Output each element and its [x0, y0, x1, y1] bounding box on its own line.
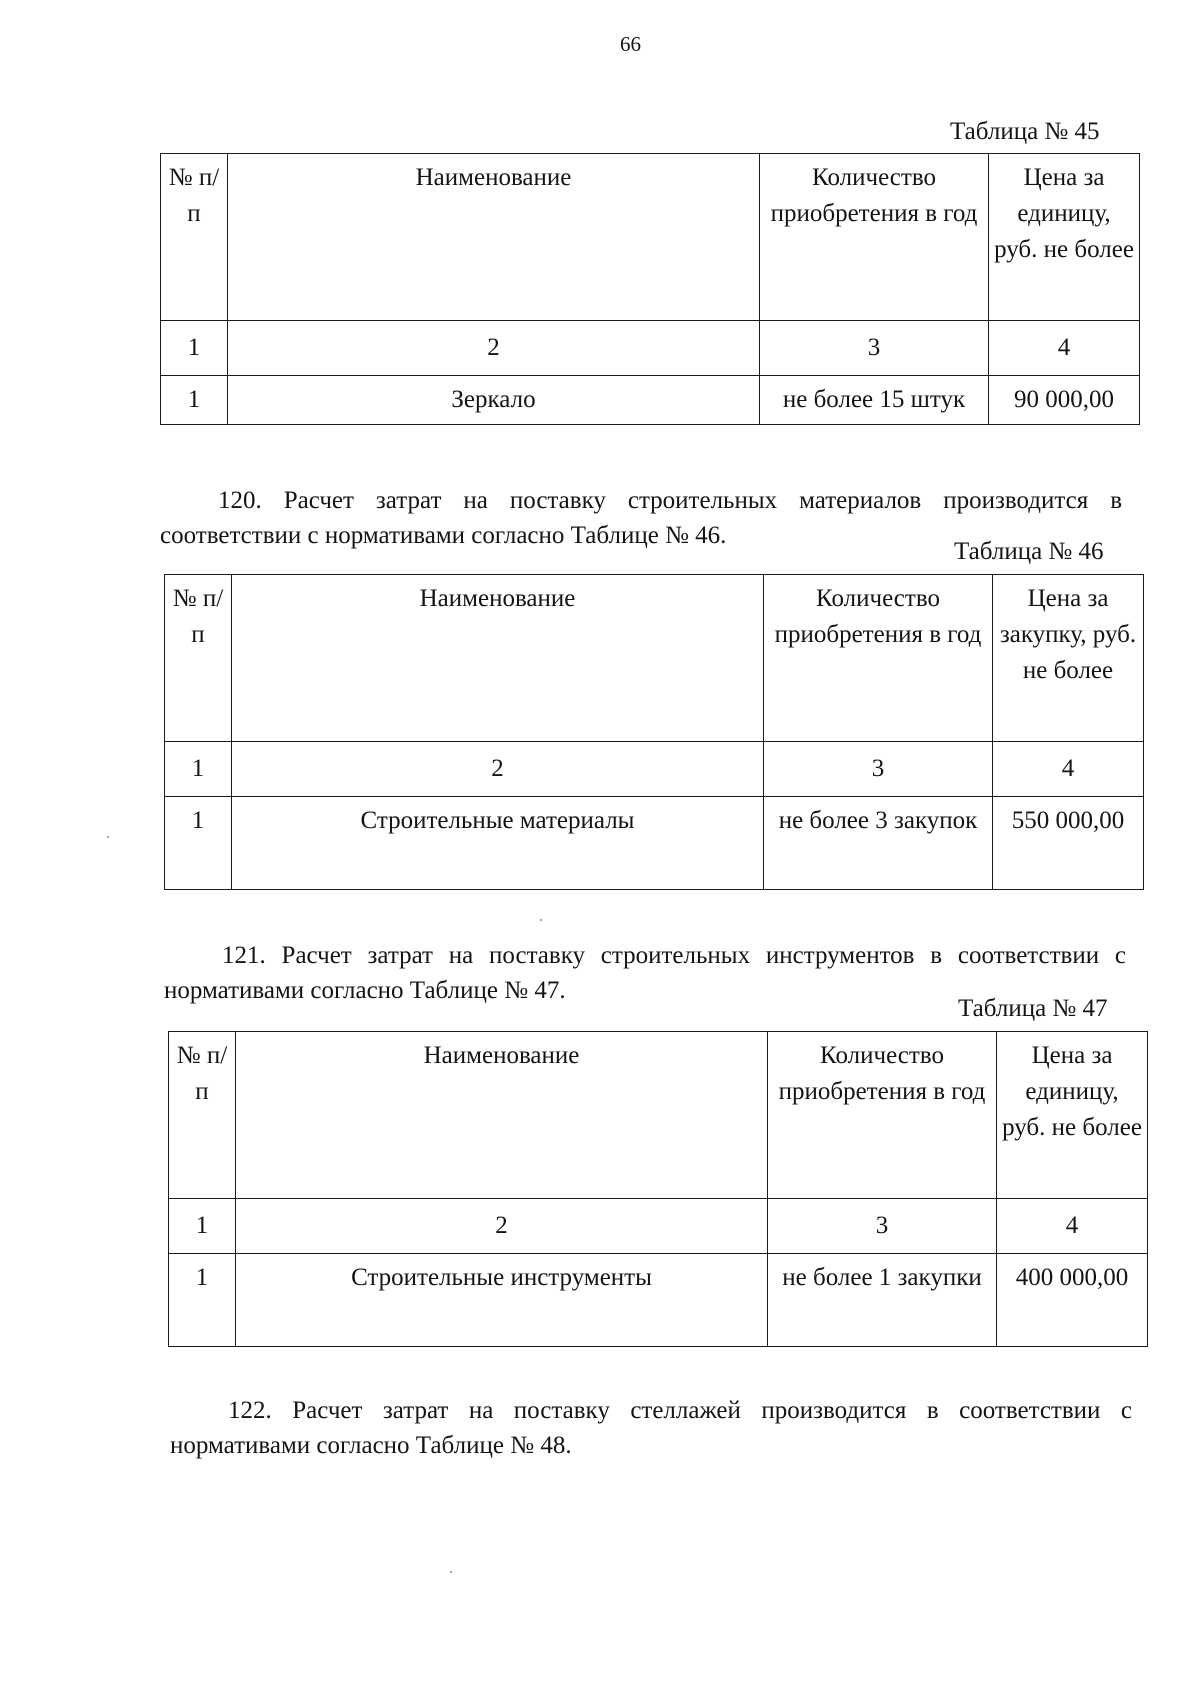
paragraph-122: 122. Расчет затрат на поставку стеллажей производится в соответствии с нормативами согласно Таблице № 48.: [170, 1397, 1132, 1459]
column-number-4: 4: [997, 1199, 1148, 1254]
row-quantity: не более 1 закупки: [768, 1254, 997, 1347]
row-quantity: не более 15 штук: [760, 376, 989, 425]
table-47-caption: Таблица № 47: [958, 995, 1108, 1022]
column-number-3: 3: [760, 321, 989, 376]
row-price: 90 000,00: [989, 376, 1140, 425]
paragraph-121: 121. Расчет затрат на поставку строительных инструментов в соответствии с нормативами согласно Таблице № 47.: [164, 942, 1126, 1004]
table-46: [164, 574, 1144, 890]
header-quantity: Количество приобретения в год: [768, 1032, 997, 1199]
header-number: № п/п: [165, 575, 232, 742]
header-number: № п/п: [161, 154, 228, 321]
table-45-caption: Таблица № 45: [950, 118, 1100, 145]
table-46-caption: Таблица № 46: [954, 538, 1104, 565]
table-row: [165, 797, 1144, 890]
row-price: 550 000,00: [993, 797, 1144, 890]
column-number-1: 1: [165, 742, 232, 797]
scan-speck: [450, 1571, 452, 1573]
row-number: 1: [161, 376, 228, 425]
column-number-1: 1: [169, 1199, 236, 1254]
column-number-4: 4: [989, 321, 1140, 376]
column-number-2: 2: [232, 742, 764, 797]
column-number-4: 4: [993, 742, 1144, 797]
row-quantity: не более 3 закупок: [764, 797, 993, 890]
column-number-3: 3: [764, 742, 993, 797]
row-price: 400 000,00: [997, 1254, 1148, 1347]
scan-speck: [540, 919, 542, 921]
header-quantity: Количество приобретения в год: [760, 154, 989, 321]
header-quantity: Количество приобретения в год: [764, 575, 993, 742]
row-name: Зеркало: [228, 376, 760, 425]
header-number: № п/п: [169, 1032, 236, 1199]
header-price: Цена за единицу, руб. не более: [997, 1032, 1148, 1199]
table-45: [160, 153, 1140, 425]
table-row: [161, 376, 1140, 425]
header-name: Наименование: [236, 1032, 768, 1199]
column-number-2: 2: [228, 321, 760, 376]
column-number-2: 2: [236, 1199, 768, 1254]
header-name: Наименование: [228, 154, 760, 321]
row-number: 1: [165, 797, 232, 890]
paragraph-120: 120. Расчет затрат на поставку строительных материалов производится в соответствии с нормативами согласно Таблице № 46.: [160, 487, 1122, 549]
column-number-1: 1: [161, 321, 228, 376]
table-row: [169, 1254, 1148, 1347]
row-name: Строительные инструменты: [236, 1254, 768, 1347]
header-price: Цена за закупку, руб. не более: [993, 575, 1144, 742]
scan-speck: [107, 836, 109, 838]
header-price: Цена за единицу, руб. не более: [989, 154, 1140, 321]
page-number: 66: [620, 32, 641, 56]
header-name: Наименование: [232, 575, 764, 742]
table-47: [168, 1031, 1148, 1347]
row-name: Строительные материалы: [232, 797, 764, 890]
row-number: 1: [169, 1254, 236, 1347]
column-number-3: 3: [768, 1199, 997, 1254]
